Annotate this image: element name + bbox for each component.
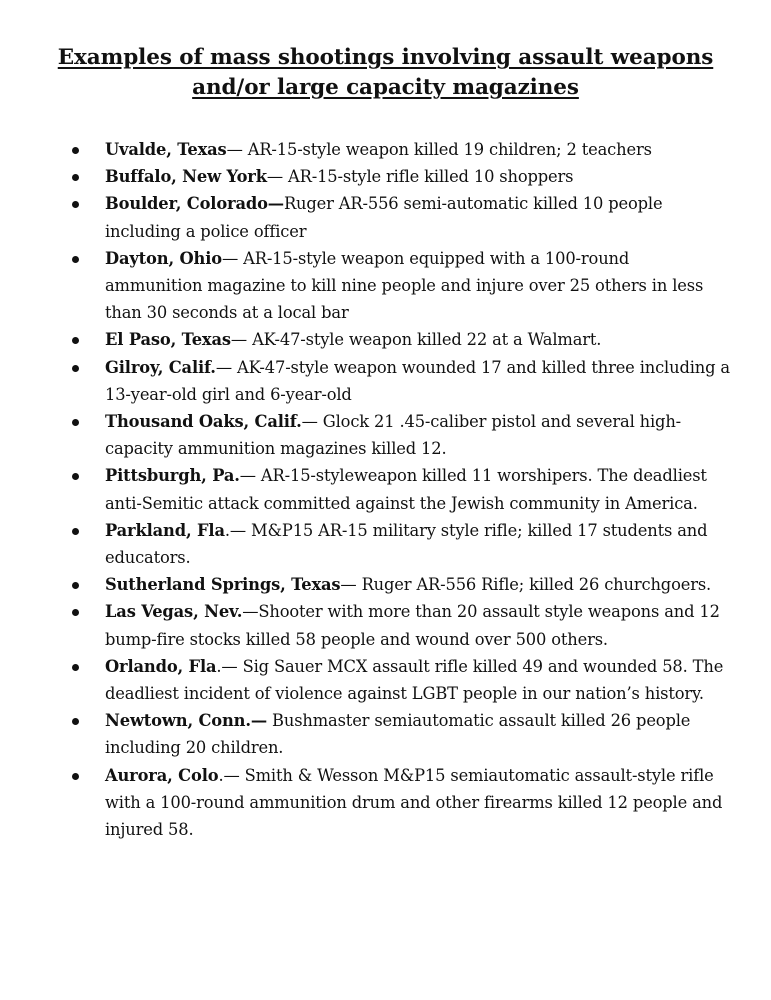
- item-description: — AR-15-style rifle killed 10 shoppers: [266, 167, 574, 187]
- item-location: Buffalo, New York: [105, 167, 267, 187]
- item-location: El Paso, Texas: [105, 330, 231, 350]
- item-description: — AR-15-style weapon equipped with a 100-round ammunition magazine to kill nine people and injure over 25 others in less than 30 seconds at a local bar: [105, 248, 704, 323]
- item-location: Parkland, Fla: [105, 520, 225, 540]
- item-description: — AR-15-style weapon killed 19 children; 2 teachers: [226, 140, 652, 159]
- bullet-icon: [72, 174, 79, 181]
- list-item: [0, 762, 771, 844]
- list-item: [0, 354, 771, 408]
- list-item: [0, 245, 771, 327]
- item-location: Orlando, Fla: [105, 656, 217, 676]
- bullet-icon: [72, 337, 79, 344]
- list-item: [0, 598, 771, 652]
- item-location: Dayton, Ohio: [105, 248, 222, 268]
- item-location: Newtown, Conn.—: [105, 711, 268, 731]
- bullet-icon: [72, 419, 79, 426]
- list-item: [0, 517, 771, 571]
- item-description: Bushmaster semiautomatic assault killed 26 people including 20 children.: [105, 711, 691, 758]
- list-item: [0, 163, 771, 190]
- item-description: .— Sig Sauer MCX assault rifle killed 49 and wounded 58. The deadliest incident of violence against LGBT people in our nation’s history.: [105, 656, 724, 704]
- item-description: — AR-15-styleweapon killed 11 worshipers. The deadliest anti-Semitic attack committed against the Jewish community in America.: [105, 466, 707, 513]
- bullet-icon: [72, 528, 79, 535]
- bullet-icon: [72, 365, 79, 372]
- list-item: [0, 190, 771, 244]
- item-location: Thousand Oaks, Calif.: [105, 412, 302, 432]
- item-description: — AK-47-style weapon killed 22 at a Walmart.: [230, 330, 602, 350]
- list-item: [0, 571, 771, 598]
- title-line-1: Examples of mass shootings involving assault weapons: [57, 45, 714, 70]
- bullet-icon: [72, 773, 79, 780]
- bullet-icon: [72, 473, 79, 480]
- bullet-icon: [72, 609, 79, 616]
- list-item: [0, 707, 771, 761]
- list-item: [0, 326, 771, 353]
- item-location: Sutherland Springs, Texas: [105, 575, 341, 595]
- item-description: .— M&P15 AR-15 military style rifle; killed 17 students and educators.: [105, 520, 708, 568]
- item-description: — Ruger AR-556 Rifle; killed 26 churchgoers.: [340, 575, 712, 595]
- item-location: Las Vegas, Nev.: [105, 602, 243, 622]
- bullet-icon: [72, 718, 79, 725]
- item-description: Ruger AR-556 semi-automatic killed 10 people including a police officer: [105, 194, 663, 241]
- item-description: —Shooter with more than 20 assault style weapons and 12 bump-fire stocks killed 58 people and wound over 500 others.: [105, 602, 720, 649]
- list-item: [0, 408, 771, 462]
- item-location: Aurora, Colo: [105, 765, 219, 785]
- item-location: Gilroy, Calif.: [105, 357, 216, 377]
- item-location: Boulder, Colorado—: [105, 194, 284, 214]
- item-description: .— Smith & Wesson M&P15 semiautomatic assault-style rifle with a 100-round ammunition drum and other firearms killed 12 people and injured 58.: [105, 765, 723, 840]
- item-description: — AK-47-style weapon wounded 17 and killed three including a 13-year-old girl and 6-year-old: [105, 357, 730, 404]
- item-description: — Glock 21 .45-caliber pistol and several high-capacity ammunition magazines killed 12.: [105, 412, 682, 459]
- bullet-icon: [72, 256, 79, 263]
- bullet-icon: [72, 664, 79, 671]
- item-location: Uvalde, Texas: [105, 140, 227, 159]
- title-line-2: and/or large capacity magazines: [192, 75, 579, 100]
- item-location: Pittsburgh, Pa.: [105, 466, 240, 486]
- list-item: [0, 136, 771, 163]
- list-item: [0, 462, 771, 516]
- bullet-icon: [72, 147, 79, 154]
- bullet-icon: [72, 201, 79, 208]
- page-title: [40, 43, 731, 103]
- shooting-list: [0, 136, 771, 843]
- list-item: [0, 653, 771, 707]
- bullet-icon: [72, 582, 79, 589]
